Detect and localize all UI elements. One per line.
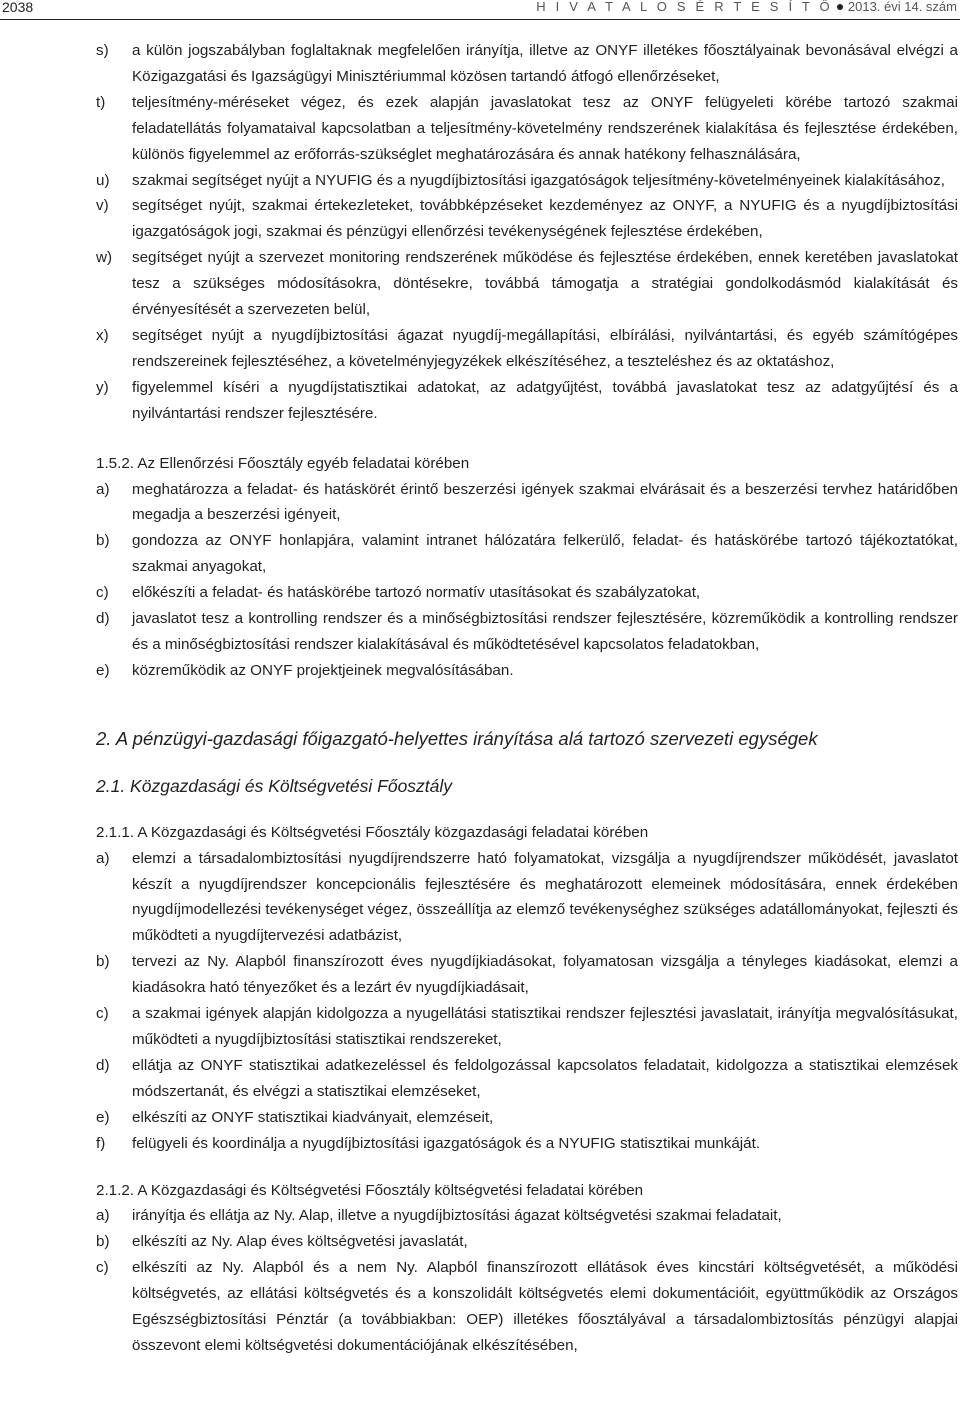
item-label: a) — [96, 480, 110, 498]
page-content — [96, 38, 958, 1359]
item-label: c) — [96, 1005, 109, 1023]
item-text: teljesítmény-méréseket végez, és ezek alapján javaslatokat tesz az ONYF felügyeleti körébe tartozó szakmai feladatellátás folyamataival kapcsolatban a teljesítmény-követelmény rendszerének kialakítása és fejlesztése érdekében, különös figyelemmel az erőforrás-szükséglet meghatározására és annak hatékony felhasználására, — [132, 93, 958, 163]
department-heading: 2.1. Közgazdasági és Költségvetési Főosztály — [96, 775, 453, 796]
list-item — [96, 846, 958, 950]
page-number: 2038 — [2, 0, 34, 15]
item-label: f) — [96, 1134, 106, 1152]
section-list — [96, 1203, 958, 1358]
list-item — [96, 1255, 958, 1359]
list-item — [96, 1001, 958, 1053]
item-text: tervezi az Ny. Alapból finanszírozott éves nyugdíjkiadásokat, folyamatosan vizsgálja a tényleges kiadásokat, elemzi a kiadásokra ható tényezőket és a lezárt év nyugdíjkiadásait, — [132, 953, 958, 997]
list-item — [96, 658, 958, 684]
item-label: v) — [96, 197, 109, 215]
item-label: e) — [96, 661, 110, 679]
bullet-separator — [837, 4, 843, 10]
list-item — [96, 245, 958, 323]
section-title: 1.5.2. Az Ellenőrzési Főosztály egyéb feladatai körében — [96, 454, 470, 472]
chapter-heading: 2. A pénzügyi-gazdasági főigazgató-helyettes irányítása alá tartozó szervezeti egységek — [96, 727, 818, 749]
section-title: 2.1.2. A Közgazdasági és Költségvetési Főosztály költségvetési feladatai körében — [96, 1181, 644, 1199]
item-text: elemzi a társadalombiztosítási nyugdíjrendszerre ható folyamatokat, vizsgálja a nyugdíjrendszer működését, javaslatot készít a nyugdíjrendszer koncepcionális fejlesztésére és meghatározott elemeinek módosítására, ennek érdekében nyugdíjmodellezési tevékenységet végez, összeállítja az elemző tevékenységhez szükséges adatállományokat, fejleszti és működteti a nyugdíjtervezési adatbázist, — [132, 849, 958, 945]
item-label: w) — [96, 249, 113, 267]
item-label: b) — [96, 1233, 110, 1251]
item-label: d) — [96, 1056, 110, 1074]
list-item — [96, 1053, 958, 1105]
item-label: d) — [96, 610, 110, 628]
page-header — [0, 0, 960, 20]
section-title: 2.1.1. A Közgazdasági és Költségvetési Főosztály közgazdasági feladatai körében — [96, 823, 649, 841]
item-text: felügyeli és koordinálja a nyugdíjbiztosítási igazgatóságok és a NYUFIG statisztikai munkáját. — [132, 1134, 761, 1152]
item-text: meghatározza a feladat- és hatáskörét érintő beszerzési igények szakmai elvárásait és a beszerzési tervhez határidőben megadja a beszerzési igényeit, — [132, 480, 958, 524]
item-label: x) — [96, 326, 109, 344]
list-item — [96, 193, 958, 245]
item-label: s) — [96, 42, 109, 59]
item-text: ellátja az ONYF statisztikai adatkezeléssel és feldolgozással kapcsolatos feladatait, kidolgozza a statisztikai elemzések módszertanát, és elvégzi a statisztikai elemzéseket, — [132, 1056, 958, 1100]
item-text: gondozza az ONYF honlapjára, valamint intranet hálózatára felkerülő, feladat- és hatáskörébe tartozó tájékoztatókat, szakmai anyagokat, — [132, 532, 958, 576]
list-item — [96, 1131, 958, 1157]
item-text: segítséget nyújt, szakmai értekezleteket, továbbképzéseket kezdeményez az ONYF, a NYUFIG és a nyugdíjbiztosítási igazgatóságok jogi, szakmai és pénzügyi ellenőrzési tevékenységének fejlesztése érdekében, — [132, 197, 958, 241]
item-text: segítséget nyújt a szervezet monitoring rendszerének működése és fejlesztése érdekében, ennek keretében javaslatokat tesz a szükséges módosításokra, döntésekre, továbbá támogatja a stratégiai gondolkodásmód kialakítását és érvényesítését a szervezeten belül, — [132, 249, 958, 319]
list-item — [96, 1229, 958, 1255]
item-label: e) — [96, 1108, 110, 1126]
item-text: elkészíti az Ny. Alap éves költségvetési javaslatát, — [132, 1233, 468, 1251]
list-item — [96, 323, 958, 375]
list-item — [96, 1203, 958, 1229]
list-item — [96, 949, 958, 1001]
list-item — [96, 1105, 958, 1131]
item-text: a külön jogszabályban foglaltaknak megfelelően irányítja, illetve az ONYF illetékes főosztályainak bevonásával elvégzi a Közigazgatási és Igazságügyi Minisztériummal közösen tartandó átfogó ellenőrzéseket, — [132, 42, 958, 85]
item-text: előkészíti a feladat- és hatáskörébe tartozó normatív utasításokat és szabályzatokat, — [132, 584, 701, 602]
issue-label: 2013. évi 14. szám — [847, 0, 957, 14]
item-text: közreműködik az ONYF projektjeinek megvalósításában. — [132, 661, 514, 679]
item-text: szakmai segítséget nyújt a NYUFIG és a nyugdíjbiztosítási igazgatóságok teljesítmény-követelményeinek kialakításához, — [132, 171, 945, 189]
list-item — [96, 477, 958, 529]
item-text: figyelemmel kíséri a nyugdíjstatisztikai adatokat, az adatgyűjtést, továbbá javaslatokat tesz az adatgyűjtésí és a nyilvántartási rendszer fejlesztésére. — [132, 378, 958, 422]
item-text: elkészíti az ONYF statisztikai kiadványait, elemzéseit, — [132, 1108, 494, 1126]
list-s-to-y — [96, 38, 958, 427]
item-label: b) — [96, 532, 110, 550]
list-item — [96, 90, 958, 168]
item-text: elkészíti az Ny. Alapból és a nem Ny. Alapból finanszírozott ellátások éves kincstári költségvetését, a működési költségvetés, az ellátási költségvetés és a konszolidált költségvetés elemi dokumentációit, együttműködik az Országos Egészségbiztosítási Pénztár (a továbbiakban: OEP) illetékes főosztályával a társadalombiztosítás pénzügyi alapjai összevont elemi költségvetési dokumentációjának elkészítésében, — [132, 1259, 958, 1354]
item-label: c) — [96, 1259, 109, 1277]
item-text: a szakmai igények alapján kidolgozza a nyugellátási statisztikai rendszer fejlesztési javaslatait, irányítja megvalósításukat, működteti a nyugdíjbiztosítási statisztikai rendszereket, — [132, 1005, 958, 1048]
item-text: javaslatot tesz a kontrolling rendszer és a minőségbiztosítási rendszer fejlesztésére, közreműködik a kontrolling rendszer és a minőségbiztosítási rendszer kialakításával és működtetésével kapcsolatos feladatokban, — [132, 610, 958, 653]
list-item — [96, 38, 958, 90]
item-text: irányítja és ellátja az Ny. Alap, illetve a nyugdíjbiztosítási ágazat költségvetési szakmai feladatait, — [132, 1207, 782, 1225]
publication-title: H I V A T A L O S É R T E S Í T Ő — [536, 0, 833, 14]
item-label: a) — [96, 1207, 110, 1225]
list-item — [96, 528, 958, 580]
item-label: y) — [96, 378, 109, 396]
section-list — [96, 477, 958, 684]
list-item — [96, 580, 958, 606]
item-label: b) — [96, 953, 110, 971]
journal-info — [536, 0, 957, 14]
list-item — [96, 375, 958, 427]
list-item — [96, 606, 958, 658]
item-label: t) — [96, 93, 106, 111]
list-item — [96, 168, 958, 194]
item-label: u) — [96, 171, 110, 189]
section-list — [96, 846, 958, 1157]
item-label: c) — [96, 584, 109, 602]
item-text: segítséget nyújt a nyugdíjbiztosítási ágazat nyugdíj-megállapítási, elbírálási, nyilvántartási, és egyéb számítógépes rendszereinek fejlesztéséhez, a követelményjegyzékek elkészítéséhez, a teszteléshez és az oktatáshoz, — [132, 326, 958, 370]
item-label: a) — [96, 849, 110, 867]
